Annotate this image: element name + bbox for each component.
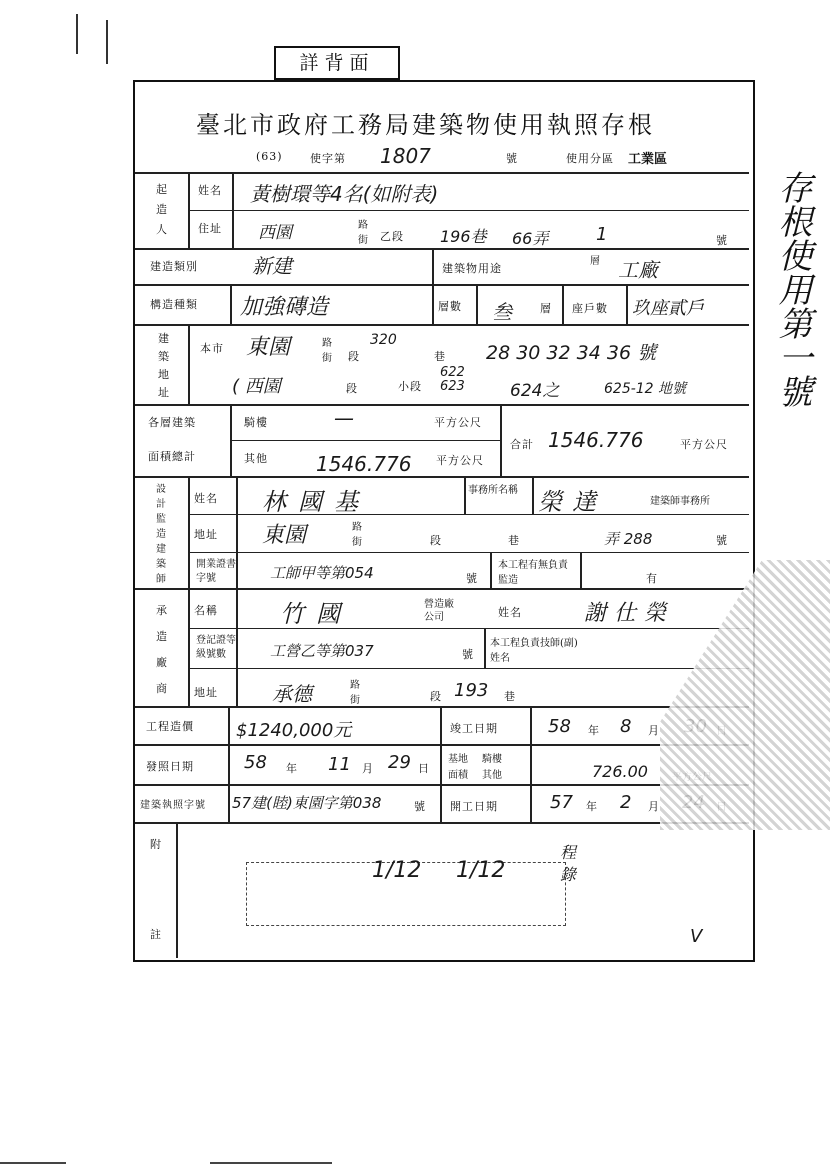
edge-mark — [106, 20, 108, 64]
detail-back-tag: 詳背面 — [274, 46, 400, 80]
use-zone-label: 使用分區 — [566, 152, 614, 165]
col-rule — [230, 284, 232, 324]
edge-mark — [76, 14, 78, 54]
location-section-label: 段 — [348, 350, 360, 363]
col-rule — [626, 284, 628, 324]
location-city: 本市 — [200, 342, 224, 355]
applicant-section-label: 起造人 — [156, 183, 168, 236]
land-numbers-a: 622 623 — [440, 365, 465, 394]
sub-rule — [190, 210, 749, 211]
registration-suffix: 號 — [462, 648, 474, 661]
permit-label: 建築執照字號 — [140, 800, 206, 811]
contractor-section-label: 段 — [430, 690, 442, 703]
col-rule — [532, 476, 534, 514]
office-label: 事務所名稱 — [468, 485, 518, 496]
start-year: 57 — [550, 792, 573, 813]
structure-label: 構造種類 — [150, 298, 198, 311]
architect-section-label: 段 — [430, 534, 442, 547]
sub-rule — [190, 628, 749, 629]
applicant-road-label: 路街 — [358, 220, 368, 246]
applicant-section: 乙段 — [380, 230, 404, 243]
applicant-alley: 66弄 — [512, 229, 549, 248]
other-area-label: 其他 — [244, 452, 268, 465]
applicant-number: 1 — [596, 224, 608, 245]
completion-year-label: 年 — [588, 724, 600, 737]
cost-label: 工程造價 — [146, 720, 194, 733]
applicant-lane: 196巷 — [440, 227, 487, 246]
supervise-value: 有 — [646, 572, 658, 585]
arcade-unit: 平方公尺 — [434, 416, 482, 429]
memo-b: 1/12 — [456, 858, 506, 883]
cert-value: 工師甲等第054 — [270, 564, 374, 582]
col-rule — [440, 706, 442, 822]
notes-label-top: 附 — [150, 838, 162, 851]
row-rule — [135, 588, 749, 590]
row-rule — [135, 284, 749, 286]
contractor-section-label: 承造廠商 — [156, 604, 168, 695]
architect-lane-label: 巷 — [508, 534, 520, 547]
total-area-unit: 平方公尺 — [680, 438, 728, 451]
land-numbers-c: 625-12 地號 — [604, 381, 687, 397]
col-rule — [500, 404, 502, 476]
row-rule — [135, 404, 749, 406]
col-rule — [490, 552, 492, 590]
col-rule — [188, 324, 190, 404]
architect-address-road: 東園 — [262, 523, 307, 548]
issue-day: 29 — [388, 752, 411, 773]
use-value: 工廠 — [618, 258, 658, 282]
completion-month-label: 月 — [648, 724, 660, 737]
land-sub-label: 小段 — [398, 380, 422, 393]
margin-overflow-text: 存根使用第一號 — [772, 170, 812, 408]
start-month: 2 — [620, 792, 632, 813]
arcade-value: — — [334, 406, 354, 430]
license-number: 1807 — [380, 144, 431, 168]
col-rule — [464, 476, 466, 514]
use-zone-value: 工業區 — [628, 152, 668, 167]
area-label-bottom: 面積總計 — [148, 450, 196, 463]
office-value: 榮達 — [538, 488, 606, 516]
location-lane-label: 巷 — [434, 350, 446, 363]
architect-section-label: 設計監造建築師 — [156, 484, 166, 585]
land-numbers-b: 624之 — [510, 381, 560, 401]
structure-value: 加強磚造 — [240, 295, 329, 320]
floors-value: 叁 — [492, 300, 512, 324]
build-type-label: 建造類別 — [150, 260, 198, 273]
col-rule — [432, 248, 434, 324]
floors-unit: 層 — [540, 302, 552, 315]
contractor-type-label: 營造廠公司 — [424, 599, 454, 623]
issue-year-label: 年 — [286, 762, 298, 775]
other-area-value: 1546.776 — [316, 452, 412, 476]
architect-name-value: 林國基 — [262, 488, 370, 516]
col-rule — [230, 404, 232, 476]
row-rule — [135, 172, 749, 174]
contractor-lane-label: 巷 — [504, 690, 516, 703]
owner-label: 姓名 — [498, 606, 522, 619]
sub-rule — [190, 552, 749, 553]
check-mark: V — [690, 926, 703, 947]
base-label-a: 基地 — [448, 754, 468, 765]
issue-month-label: 月 — [362, 762, 374, 775]
owner-value: 謝仕榮 — [584, 601, 675, 626]
units-label: 座戶數 — [572, 302, 608, 315]
issue-day-label: 日 — [418, 762, 430, 775]
start-year-label: 年 — [586, 800, 598, 813]
location-lane: 320 — [370, 332, 397, 348]
architect-address-label: 地址 — [194, 528, 218, 541]
applicant-address-district: 西園 — [258, 223, 292, 243]
base-value: 726.00 — [592, 762, 648, 781]
col-rule — [530, 706, 532, 822]
use-floor-label: 層 — [590, 256, 600, 267]
form-title: 臺北市政府工務局建築物使用執照存根 — [196, 111, 655, 139]
permit-value: 57建(睦)東園字第038 — [232, 794, 382, 812]
contractor-road-label: 路街 — [350, 680, 360, 706]
completion-year: 58 — [548, 716, 571, 737]
row-rule — [135, 248, 749, 250]
sub-rule — [230, 440, 500, 441]
units-value: 玖座貳戶 — [632, 298, 704, 319]
col-rule — [188, 476, 190, 706]
page-edge-line — [210, 1162, 332, 1164]
architect-name-label: 姓名 — [194, 492, 218, 505]
col-rule — [484, 628, 486, 668]
engineer-label: 本工程負責技師(副)姓名 — [490, 638, 578, 664]
architect-lane-value: 弄 288 — [604, 530, 653, 548]
notes-label-bottom: 註 — [150, 928, 162, 941]
applicant-number-label: 號 — [716, 234, 728, 247]
build-type-value: 新建 — [252, 254, 292, 278]
location-road-label: 路街 — [322, 338, 332, 364]
architect-road-label: 路街 — [352, 522, 362, 548]
col-rule — [476, 284, 478, 324]
location-road: 東園 — [246, 335, 291, 360]
cert-suffix: 號 — [466, 572, 478, 585]
applicant-name-label: 姓名 — [198, 184, 222, 197]
land-district: ( 西園 — [232, 376, 281, 397]
use-label: 建築物用途 — [442, 262, 502, 275]
col-rule — [562, 284, 564, 324]
total-area-label: 合計 — [510, 438, 534, 451]
issue-year: 58 — [244, 752, 267, 773]
license-word: 使字第 — [310, 152, 346, 165]
col-rule — [232, 172, 234, 248]
col-rule — [176, 822, 178, 958]
cost-value: $1240,000元 — [236, 720, 352, 741]
row-rule — [135, 822, 749, 824]
applicant-address-label: 住址 — [198, 222, 222, 235]
base-other-label: 其他 — [482, 770, 502, 781]
cert-label: 開業證書字號 — [196, 559, 236, 584]
contractor-lane-value: 193 — [454, 680, 489, 701]
contractor-name-value: 竹國 — [280, 600, 352, 628]
base-label-b: 面積 — [448, 770, 468, 781]
memo-initials: 程錄 — [560, 843, 577, 884]
other-area-unit: 平方公尺 — [436, 454, 484, 467]
issue-month: 11 — [328, 754, 351, 775]
row-rule — [135, 476, 749, 478]
applicant-name-value: 黃樹環等4名(如附表) — [250, 182, 439, 206]
land-section-label: 段 — [346, 382, 358, 395]
arcade-label: 騎樓 — [244, 416, 268, 429]
start-month-label: 月 — [648, 800, 660, 813]
col-rule — [228, 706, 230, 822]
location-label: 建築地址 — [158, 332, 170, 399]
col-rule — [188, 172, 190, 248]
start-label: 開工日期 — [450, 800, 498, 813]
issue-label: 發照日期 — [146, 760, 194, 773]
base-arcade-label: 騎樓 — [482, 754, 502, 765]
completion-label: 竣工日期 — [450, 722, 498, 735]
completion-month: 8 — [620, 716, 632, 737]
row-rule — [135, 324, 749, 326]
registration-value: 工營乙等第037 — [270, 642, 374, 660]
architect-number-label: 號 — [716, 534, 728, 547]
location-numbers: 28 30 32 34 36 號 — [486, 342, 657, 364]
registration-label: 登記證等級號數 — [196, 635, 236, 660]
area-label-top: 各層建築 — [148, 416, 196, 429]
supervise-label: 本工程有無負責監造 — [498, 560, 568, 586]
contractor-name-label: 名稱 — [194, 604, 218, 617]
contractor-address-road: 承德 — [272, 682, 312, 706]
license-suffix: 號 — [506, 152, 518, 165]
page-edge-line — [0, 1162, 66, 1164]
sub-rule — [190, 668, 749, 669]
license-year: (63) — [256, 150, 283, 163]
permit-suffix: 號 — [414, 800, 426, 813]
total-area-value: 1546.776 — [548, 428, 644, 452]
office-suffix: 建築師事務所 — [650, 496, 710, 507]
col-rule — [580, 552, 582, 590]
col-rule — [236, 476, 238, 706]
memo-a: 1/12 — [372, 858, 422, 883]
floors-label: 層數 — [438, 300, 462, 313]
contractor-address-label: 地址 — [194, 686, 218, 699]
